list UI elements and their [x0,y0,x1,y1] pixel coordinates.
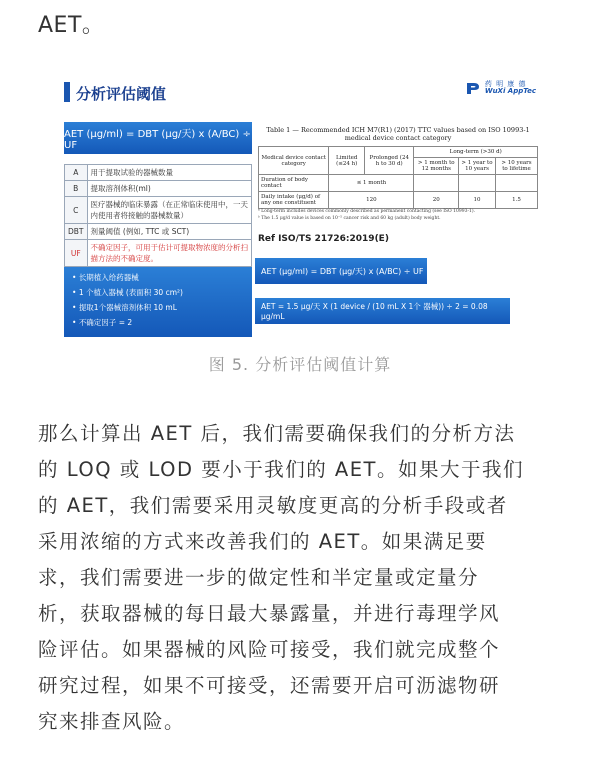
assumption-item: • 1 个植入器械 (表面积 30 cm²) [72,288,183,297]
example-assumptions [64,267,252,337]
intro-text-tail: AET。 [38,13,105,38]
variable-legend-table [64,164,252,267]
ttc-subheader: > 10 years to lifetime [495,158,537,175]
legend-desc: 提取溶剂体积(ml) [87,181,251,197]
paragraph-line: 的 AET，我们需要采用灵敏度更高的分析手段或者 [38,494,508,517]
assumption-item: • 提取1个器械溶剂体积 10 mL [72,303,177,312]
legend-key: C [65,197,88,224]
ttc-table [258,146,538,209]
figure-caption: 图 5. 分析评估阈值计算 [208,355,392,374]
ttc-cell: 10 [459,192,496,209]
assumption-item: • 不确定因子 = 2 [72,318,133,327]
title-accent-bar [64,82,70,102]
legend-key: B [65,181,88,197]
ttc-cell: Duration of body contact [259,175,329,192]
paragraph-line: 析，获取器械的每日最大暴露量，并进行毒理学风 [38,602,501,625]
body-paragraph [38,416,564,740]
logo-cn-text: 药 明 康 德 [484,80,527,88]
ttc-subheader: > 1 month to 12 months [414,158,459,175]
ttc-cell [414,175,459,192]
ttc-header: Limited (≤24 h) [329,147,365,175]
paragraph-line: 研究过程，如果不可接受，还需要开启可沥滤物研 [38,674,501,697]
legend-key: DBT [65,224,88,240]
paragraph-line: 采用浓缩的方式来改善我们的 AET。如果满足要 [38,530,487,553]
paragraph-line: 险评估。如果器械的风险可接受，我们就完成整个 [38,638,501,661]
paragraph-line: 究来排查风险。 [38,710,186,733]
aet-formula: AET (μg/ml) = DBT (μg/天) x (A/BC) ÷ UF [64,122,252,154]
wuxi-logo [465,80,536,96]
ttc-cell: 120 [329,192,414,209]
aet-formula-repeat: AET (μg/ml) = DBT (μg/天) x (A/BC) ÷ UF [255,258,427,284]
legend-row [65,240,252,267]
ttc-cell [495,175,537,192]
ttc-row [259,175,538,192]
ttc-header: Medical device contact category [259,147,329,175]
ttc-cell: 20 [414,192,459,209]
legend-row [65,224,252,240]
ttc-row [259,192,538,209]
ttc-note: ᵇ The 1.5 μg/d value is based on 10⁻⁵ cancer risk and 60 kg (adult) body weight. [258,216,441,222]
paragraph-line: 的 LOQ 或 LOD 要小于我们的 AET。如果大于我们 [38,458,524,481]
aet-slide-figure [60,74,540,339]
ttc-cell [459,175,496,192]
ttc-header: Long-term (>30 d) [414,147,538,158]
legend-row [65,197,252,224]
wuxi-logo-icon [465,80,481,96]
ttc-cell: Daily intake (μg/d) of any one constituent [259,192,329,209]
legend-row [65,165,252,181]
ttc-note: ᵃ Long-term includes devices commonly described as permanent contacting (see ISO 10993-1). [258,209,476,214]
legend-row [65,181,252,197]
assumption-item: • 长期植入给药器械 [72,273,139,282]
ttc-header: Prolonged (24 h to 30 d) [364,147,413,175]
reference-label: Ref ISO/TS 21726:2019(E) [258,234,389,244]
legend-key: A [65,165,88,181]
paragraph-line: 求，我们需要进一步的做定性和半定量或定量分 [38,566,480,589]
ttc-subheader: > 1 year to 10 years [459,158,496,175]
ttc-cell: 1.5 [495,192,537,209]
legend-desc: 医疗器械的临床暴露（在正常临床使用中，一天内使用者将接触的器械数量） [87,197,251,224]
ttc-cell: ≤ 1 month [329,175,414,192]
legend-desc: 剂量阈值 (例如, TTC 或 SCT) [87,224,251,240]
legend-desc: 不确定因子，可用于估计可提取物浓度的分析扫描方法的不确定度。 [87,240,251,267]
ttc-notes [258,208,538,222]
legend-desc: 用于提取试验的器械数量 [87,165,251,181]
ttc-table-caption: Table 1 — Recommended ICH M7(R1) (2017) TTC values based on ISO 10993-1 medical device contact category [266,126,530,143]
legend-key: UF [65,240,88,267]
logo-en-text: WuXi AppTec [484,87,536,95]
slide-title: 分析评估阈值 [76,85,167,103]
aet-calculation-result: AET = 1.5 μg/天 X (1 device / (10 mL X 1个 器械)) ÷ 2 = 0.08 μg/mL [255,298,510,324]
paragraph-line: 那么计算出 AET 后，我们需要确保我们的分析方法 [38,422,516,445]
